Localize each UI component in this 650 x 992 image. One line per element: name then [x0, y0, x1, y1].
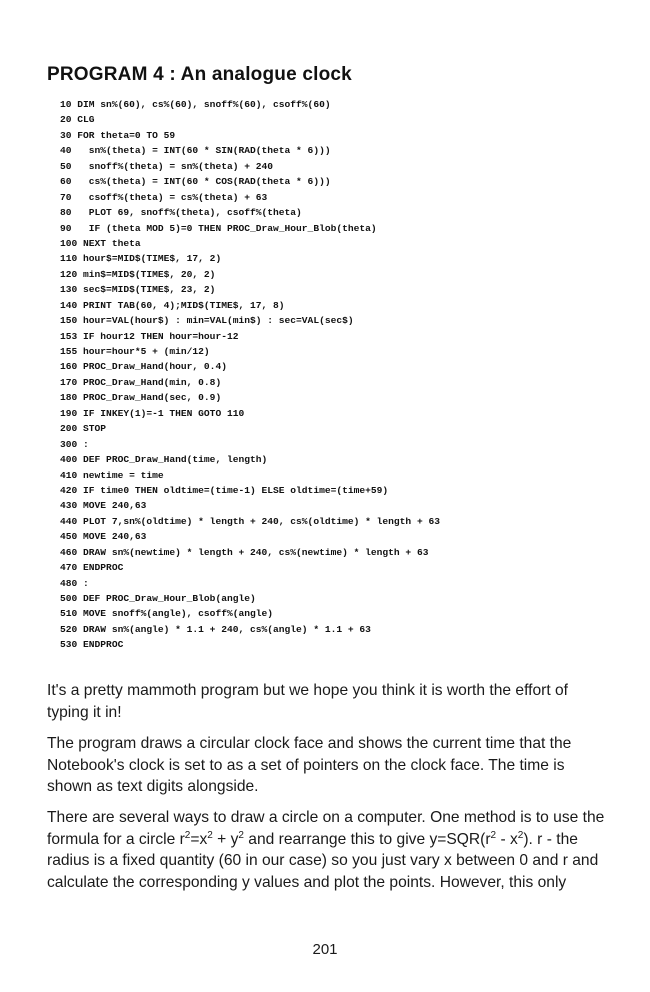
code-listing [60, 97, 620, 653]
code-line: 430 MOVE 240,63 [60, 500, 147, 512]
code-line: 180 PROC_Draw_Hand(sec, 0.9) [60, 392, 222, 404]
text-segment: and rearrange this to give y=SQR(r [243, 830, 491, 848]
code-line: 420 IF time0 THEN oldtime=(time-1) ELSE oldtime=(time+59) [60, 484, 389, 496]
code-line: 40 sn%(theta) = INT(60 * SIN(RAD(theta * 6))) [60, 145, 331, 157]
page-number: 201 [312, 941, 338, 958]
code-line: 10 DIM sn%(60), cs%(60), snoff%(60), csoff%(60) [60, 99, 331, 110]
code-line: 160 PROC_Draw_Hand(hour, 0.4) [60, 361, 227, 373]
code-line: 530 ENDPROC [60, 639, 124, 651]
code-line: 110 hour$=MID$(TIME$, 17, 2) [60, 253, 222, 265]
code-line: 200 STOP [60, 423, 107, 435]
superscript: 2 [184, 829, 191, 841]
paragraph-intro: It's a pretty mammoth program but we hope you think it is worth the effort of typing it in! [47, 682, 568, 721]
program-heading: PROGRAM 4 : An analogue clock [47, 64, 352, 85]
code-line: 153 IF hour12 THEN hour=hour-12 [60, 330, 239, 342]
paragraph-circle-method [47, 807, 605, 893]
code-line: 150 hour=VAL(hour$) : min=VAL(min$) : sec=VAL(sec$) [60, 315, 354, 327]
code-line: 520 DRAW sn%(angle) * 1.1 + 240, cs%(angle) * 1.1 + 63 [60, 623, 371, 635]
code-line: 155 hour=hour*5 + (min/12) [60, 346, 210, 357]
text-segment: There are several ways to draw a circle on a computer. One method is to use the formula for a circle r [47, 809, 605, 848]
code-line: 60 cs%(theta) = INT(60 * COS(RAD(theta * 6))) [60, 176, 331, 188]
code-line: 440 PLOT 7,sn%(oldtime) * length + 240, cs%(oldtime) * length + 63 [60, 515, 440, 527]
code-line: 20 CLG [60, 114, 95, 126]
code-line: 410 newtime = time [60, 469, 164, 481]
code-line: 170 PROC_Draw_Hand(min, 0.8) [60, 376, 222, 388]
code-line: 450 MOVE 240,63 [60, 531, 147, 543]
code-line: 300 : [60, 438, 89, 450]
code-line: 90 IF (theta MOD 5)=0 THEN PROC_Draw_Hour_Blob(theta) [60, 222, 377, 234]
paragraph-description: The program draws a circular clock face and shows the current time that the Notebook's clock is set to as a set of pointers on the clock face. The time is shown as text digits alongside. [47, 735, 572, 795]
superscript: 2 [490, 829, 497, 841]
code-line: 120 min$=MID$(TIME$, 20, 2) [60, 268, 216, 280]
code-line: 70 csoff%(theta) = cs%(theta) + 63 [60, 191, 268, 203]
text-segment: - x [496, 830, 518, 848]
superscript: 2 [207, 829, 213, 841]
code-line: 480 : [60, 577, 89, 589]
code-line: 400 DEF PROC_Draw_Hand(time, length) [60, 454, 268, 466]
code-line: 100 NEXT theta [60, 237, 141, 249]
code-line: 140 PRINT TAB(60, 4);MID$(TIME$, 17, 8) [60, 299, 285, 311]
code-line: 30 FOR theta=0 TO 59 [60, 129, 176, 141]
code-line: 190 IF INKEY(1)=-1 THEN GOTO 110 [60, 407, 245, 419]
code-line: 460 DRAW sn%(newtime) * length + 240, cs%(newtime) * length + 63 [60, 546, 429, 558]
text-segment: ). r - the radius is a fixed quantity (60 in our case) so you just vary x between 0 and r and calculate the corresponding y values and plot the points. However, this only [47, 830, 599, 891]
code-line: 80 PLOT 69, snoff%(theta), csoff%(theta) [60, 207, 302, 219]
code-line: 510 MOVE snoff%(angle), csoff%(angle) [60, 608, 274, 620]
code-line: 470 ENDPROC [60, 562, 124, 574]
text-segment: + y [212, 830, 239, 848]
superscript: 2 [238, 829, 244, 841]
code-line: 500 DEF PROC_Draw_Hour_Blob(angle) [60, 593, 256, 604]
superscript: 2 [517, 829, 524, 841]
text-segment: =x [190, 830, 208, 848]
code-line: 130 sec$=MID$(TIME$, 23, 2) [60, 284, 216, 296]
code-line: 50 snoff%(theta) = sn%(theta) + 240 [60, 160, 274, 172]
